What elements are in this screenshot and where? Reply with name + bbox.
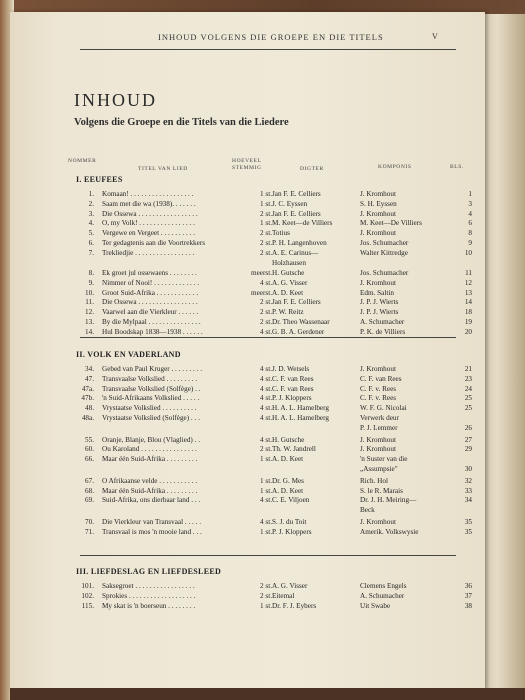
voice-count: 4 st. bbox=[260, 435, 272, 444]
composer-name: J. Kromhout bbox=[360, 190, 396, 198]
toc-row bbox=[10, 210, 485, 220]
composer-name: S. H. Eyssen bbox=[360, 199, 397, 208]
composer-name: J. Kromhout bbox=[360, 229, 396, 238]
song-title: My skat is 'n boerseun . . . . . . . . bbox=[102, 601, 196, 610]
song-title: Maar één Suid-Afrika . . . . . . . . . bbox=[102, 486, 198, 495]
voice-count: 1 st. bbox=[260, 476, 272, 485]
toc-row bbox=[10, 190, 485, 200]
song-number: 102. bbox=[81, 591, 94, 600]
song-number: 47a. bbox=[81, 384, 94, 393]
page-ref: 35 bbox=[464, 518, 472, 526]
voice-count: 4 st. bbox=[260, 365, 272, 373]
toc-row bbox=[10, 455, 485, 465]
poet-name: H. A. L. Hamelberg bbox=[272, 404, 329, 413]
voice-count: 1 st. bbox=[260, 486, 272, 495]
col-header-num: NOMMER bbox=[68, 158, 97, 164]
composer-name: Verwerk deur bbox=[360, 414, 399, 422]
running-header: INHOUD VOLGENS DIE GROEPE EN DIE TITELS bbox=[158, 32, 384, 42]
song-number: 5. bbox=[88, 229, 94, 238]
poet-name: Jan F. E. Celliers bbox=[272, 190, 321, 198]
song-number: 47b. bbox=[81, 394, 94, 403]
song-number: 47. bbox=[85, 374, 94, 383]
page-subtitle: Volgens die Groepe en die Titels van die Liedere bbox=[74, 117, 289, 128]
voice-count: 1 st. bbox=[260, 219, 272, 228]
page-ref: 4 bbox=[468, 209, 472, 218]
toc-row bbox=[10, 582, 485, 592]
page-ref: 36 bbox=[464, 582, 472, 590]
composer-name: J. P. J. Wierts bbox=[360, 298, 399, 307]
composer-name: Jos. Schumacher bbox=[360, 239, 409, 247]
toc-row bbox=[10, 375, 485, 385]
poet-name: Th. W. Jandrell bbox=[272, 445, 316, 454]
page-ref: 25 bbox=[464, 394, 472, 403]
composer-name: S. le R. Marais bbox=[360, 486, 403, 495]
composer-name: J. Kromhout bbox=[360, 445, 396, 454]
voice-count: 4 st. bbox=[260, 278, 272, 287]
song-title: Ek groet jul ossewaens . . . . . . . . bbox=[102, 268, 197, 277]
voice-count: 2 st. bbox=[260, 239, 272, 247]
poet-name: A. D. Keet bbox=[272, 486, 304, 495]
composer-name: P. J. Lemmer bbox=[360, 423, 398, 432]
section-heading: I. EEUFEES bbox=[76, 175, 123, 184]
toc-row bbox=[10, 249, 485, 259]
toc-row bbox=[10, 289, 485, 299]
poet-name: A. G. Visser bbox=[272, 278, 308, 287]
song-number: 14. bbox=[85, 327, 94, 336]
toc-row bbox=[10, 200, 485, 210]
poet-name: Dr. F. J. Eybers bbox=[272, 601, 317, 610]
composer-name: Amerik. Volkswysie bbox=[360, 527, 419, 536]
song-title: Nimmer of Nooi! . . . . . . . . . . . . . bbox=[102, 278, 200, 287]
composer-name: „Assumpsie" bbox=[360, 465, 398, 473]
page-ref: 3 bbox=[468, 199, 472, 208]
song-title: Vrystaatse Volkslied (Solfège) . . . bbox=[102, 414, 200, 422]
voice-count: 1 st. bbox=[260, 601, 272, 610]
page-title: INHOUD bbox=[74, 90, 157, 110]
voice-count: 1 st. bbox=[260, 199, 272, 208]
toc-row bbox=[10, 229, 485, 239]
voice-count: 2 st. bbox=[260, 209, 272, 218]
song-number: 8. bbox=[88, 268, 94, 277]
song-title: Die Ossewa . . . . . . . . . . . . . . . . . bbox=[102, 298, 198, 307]
song-title: Saksegroet . . . . . . . . . . . . . . . . . bbox=[102, 582, 195, 590]
toc-row bbox=[10, 394, 485, 404]
voice-count: 4 st. bbox=[260, 327, 272, 336]
song-title: Oranje, Blanje, Blou (Vlaglied) . . bbox=[102, 435, 201, 444]
composer-name: J. Kromhout bbox=[360, 518, 396, 526]
composer-name: Edm. Saltin bbox=[360, 288, 394, 297]
col-header-title: TITEL VAN LIED bbox=[138, 166, 188, 172]
song-number: 11. bbox=[85, 298, 94, 307]
song-number: 34. bbox=[85, 365, 94, 373]
composer-name: C. F. van Rees bbox=[360, 374, 402, 383]
toc-row bbox=[10, 424, 485, 434]
page-ref: 18 bbox=[464, 308, 472, 317]
poet-name: Totius bbox=[272, 229, 290, 238]
poet-name: Eitemal bbox=[272, 591, 295, 600]
song-title: Transvaal is mos 'n mooie land . . . bbox=[102, 527, 202, 536]
song-number: 9. bbox=[88, 278, 94, 287]
poet-name: J. D. Wetsels bbox=[272, 365, 310, 373]
poet-name: P. H. Langenhoven bbox=[272, 239, 327, 247]
song-number: 68. bbox=[85, 486, 94, 495]
page-ref: 26 bbox=[464, 423, 472, 432]
song-number: 60. bbox=[85, 445, 94, 454]
voice-count: 4 st. bbox=[260, 404, 272, 413]
voice-count: 2 st. bbox=[260, 582, 272, 590]
toc-row bbox=[10, 239, 485, 249]
page-ref: 37 bbox=[464, 591, 472, 600]
composer-name: Dr. J. H. Meiring— bbox=[360, 496, 417, 505]
page-ref: 20 bbox=[464, 327, 472, 336]
song-title: O, my Volk! . . . . . . . . . . . . . . . . bbox=[102, 219, 195, 228]
song-title: Die Vierkleur van Transvaal . . . . . bbox=[102, 518, 202, 526]
song-title: Transvaalse Volkslied . . . . . . . . . bbox=[102, 374, 198, 383]
song-number: 48a. bbox=[81, 414, 94, 422]
page-ref: 29 bbox=[464, 445, 472, 454]
song-number: 71. bbox=[85, 527, 94, 536]
song-number: 4. bbox=[88, 219, 94, 228]
col-header-bls: BLS. bbox=[450, 164, 464, 170]
toc-row bbox=[10, 518, 485, 528]
voice-count: 2 st. bbox=[260, 298, 272, 307]
song-title: Vrystaatse Volkslied . . . . . . . . . . bbox=[102, 404, 197, 413]
song-title: Hul Boodskap 1838—1938 . . . . . . bbox=[102, 327, 203, 336]
voice-count: 1 st. bbox=[260, 190, 272, 198]
song-number: 10. bbox=[85, 288, 94, 297]
poet-name: A. E. Carinus— bbox=[272, 248, 319, 257]
composer-name: C. F. v. Rees bbox=[360, 394, 397, 403]
toc-row bbox=[10, 592, 485, 602]
toc-row bbox=[10, 602, 485, 612]
toc-row bbox=[10, 318, 485, 328]
voice-count: 2 st. bbox=[260, 445, 272, 454]
song-title: Groot Suid-Afrika . . . . . . . . . . . . bbox=[102, 288, 199, 297]
song-title: Saam met die wa (1938). . . . . . . bbox=[102, 199, 196, 208]
composer-name: Clemens Engels bbox=[360, 582, 407, 590]
song-number: 2. bbox=[88, 199, 94, 208]
toc-row bbox=[10, 465, 485, 475]
toc-row bbox=[10, 269, 485, 279]
poet-name: Dr. Theo Wassenaar bbox=[272, 317, 330, 326]
toc-row bbox=[10, 404, 485, 414]
poet-name: Jan F. E. Celliers bbox=[272, 209, 321, 218]
poet-name: H. A. L. Hamelberg bbox=[272, 414, 329, 422]
toc-row bbox=[10, 414, 485, 424]
poet-name: H. Gutsche bbox=[272, 435, 305, 444]
poet-name: A. D. Keet bbox=[272, 455, 304, 464]
composer-name: A. Schumacher bbox=[360, 317, 405, 326]
song-title: Vergewe en Vergeet . . . . . . . . . . bbox=[102, 229, 196, 238]
composer-name: J. Kromhout bbox=[360, 435, 396, 444]
col-header-dig: DIGTER bbox=[300, 166, 324, 172]
composer-name: P. K. de Villiers bbox=[360, 327, 406, 336]
voice-count: 2 st. bbox=[260, 229, 272, 238]
voice-count: 1 st. bbox=[260, 455, 272, 464]
toc-row bbox=[10, 365, 485, 375]
page-shadow bbox=[10, 688, 525, 700]
poet-name: C. E. Viljoen bbox=[272, 496, 310, 505]
toc-row bbox=[10, 445, 485, 455]
poet-name: S. J. du Toit bbox=[272, 518, 307, 526]
composer-name: 'n Suster van die bbox=[360, 455, 408, 464]
composer-name: W. F. G. Nicolai bbox=[360, 404, 407, 413]
page-ref: 27 bbox=[464, 435, 472, 444]
toc-row bbox=[10, 219, 485, 229]
poet-name: G. B. A. Gerdener bbox=[272, 327, 325, 336]
song-title: O Afrikaanse velde . . . . . . . . . . . bbox=[102, 476, 198, 485]
toc-row bbox=[10, 259, 485, 269]
toc-row bbox=[10, 436, 485, 446]
section-heading: III. LIEFDESLAG EN LIEFDESLEED bbox=[76, 567, 222, 576]
song-number: 6. bbox=[88, 239, 94, 247]
song-title: Komaan! . . . . . . . . . . . . . . . . . . bbox=[102, 190, 194, 198]
col-header-stem: HOEVEEL STEMMIG bbox=[232, 158, 262, 171]
page-ref: 11 bbox=[465, 268, 472, 277]
song-number: 67. bbox=[85, 476, 94, 485]
poet-name: C. F. van Rees bbox=[272, 384, 314, 393]
page-ref: 30 bbox=[464, 465, 472, 473]
poet-name: M. Keet—de Villiers bbox=[272, 219, 333, 228]
page-ref: 32 bbox=[464, 476, 472, 485]
song-title: 'n Suid-Afrikaans Volkslied . . . . . bbox=[102, 394, 200, 403]
song-number: 48. bbox=[85, 404, 94, 413]
page-number: V bbox=[432, 32, 438, 41]
page-ref: 12 bbox=[464, 278, 472, 287]
voice-count: 2 st. bbox=[260, 308, 272, 317]
song-title: Gebed van Paul Kruger . . . . . . . . . bbox=[102, 365, 203, 373]
toc-row bbox=[10, 298, 485, 308]
voice-count: 2 st. bbox=[260, 317, 272, 326]
page-ref: 33 bbox=[464, 486, 472, 495]
song-number: 70. bbox=[85, 518, 94, 526]
song-title: Die Ossewa . . . . . . . . . . . . . . . . . bbox=[102, 209, 198, 218]
song-title: Sprokies . . . . . . . . . . . . . . . . . . . bbox=[102, 591, 196, 600]
voice-count: 4 st. bbox=[260, 496, 272, 505]
composer-name: Rich. Hol bbox=[360, 476, 388, 485]
poet-name: Holzhausen bbox=[272, 258, 306, 267]
toc-row bbox=[10, 385, 485, 395]
poet-name: Jan F. E. Celliers bbox=[272, 298, 321, 307]
composer-name: Uit Swabe bbox=[360, 601, 391, 610]
poet-name: Dr. G. Mes bbox=[272, 476, 304, 485]
page-ref: 1 bbox=[468, 190, 472, 198]
toc-row bbox=[10, 496, 485, 506]
page-ref: 25 bbox=[464, 404, 472, 413]
voice-count: 2 st. bbox=[260, 248, 272, 257]
header-rule bbox=[80, 49, 456, 50]
song-number: 66. bbox=[85, 455, 94, 464]
poet-name: P. J. Kloppers bbox=[272, 527, 312, 536]
composer-name: Jos. Schumacher bbox=[360, 268, 409, 277]
page-ref: 8 bbox=[468, 229, 472, 238]
page-ref: 24 bbox=[464, 384, 472, 393]
composer-name: J. Kromhout bbox=[360, 209, 396, 218]
song-number: 101. bbox=[81, 582, 94, 590]
section-rule bbox=[80, 337, 456, 338]
song-number: 1. bbox=[88, 190, 94, 198]
page-ref: 35 bbox=[464, 527, 472, 536]
song-number: 7. bbox=[88, 248, 94, 257]
poet-name: H. Gutsche bbox=[272, 268, 305, 277]
voice-count: meerst. bbox=[251, 268, 272, 277]
composer-name: Walter Kittredge bbox=[360, 248, 408, 257]
page-ref: 9 bbox=[468, 239, 472, 247]
page-ref: 34 bbox=[464, 496, 472, 505]
page-stack bbox=[485, 14, 525, 700]
song-number: 69. bbox=[85, 496, 94, 505]
page-ref: 19 bbox=[464, 317, 472, 326]
composer-name: M. Keet—De Villiers bbox=[360, 219, 422, 228]
col-header-komp: KOMPONIS bbox=[378, 164, 412, 170]
page-ref: 38 bbox=[464, 601, 472, 610]
page-ref: 14 bbox=[464, 298, 472, 307]
section-rule bbox=[80, 555, 456, 556]
poet-name: J. C. Eyssen bbox=[272, 199, 308, 208]
composer-name: J. Kromhout bbox=[360, 365, 396, 373]
toc-row bbox=[10, 487, 485, 497]
poet-name: P. J. Kloppers bbox=[272, 394, 312, 403]
page-ref: 21 bbox=[464, 365, 472, 373]
voice-count: 4 st. bbox=[260, 414, 272, 422]
song-title: Ou Karoland . . . . . . . . . . . . . . . . bbox=[102, 445, 197, 454]
toc-row bbox=[10, 279, 485, 289]
song-title: Maar één Suid-Afrika . . . . . . . . . bbox=[102, 455, 198, 464]
voice-count: 4 st. bbox=[260, 384, 272, 393]
song-number: 115. bbox=[81, 601, 94, 610]
composer-name: Beck bbox=[360, 506, 375, 515]
voice-count: 4 st. bbox=[260, 374, 272, 383]
section-heading: II. VOLK EN VADERLAND bbox=[76, 350, 181, 359]
song-number: 13. bbox=[85, 317, 94, 326]
poet-name: A. G. Visser bbox=[272, 582, 308, 590]
song-number: 55. bbox=[85, 435, 94, 444]
toc-row bbox=[10, 308, 485, 318]
book-page bbox=[10, 12, 485, 690]
composer-name: J. Kromhout bbox=[360, 278, 396, 287]
song-title: Transvaalse Volkslied (Solfège) . . bbox=[102, 384, 201, 393]
composer-name: J. P. J. Wierts bbox=[360, 308, 399, 317]
song-number: 3. bbox=[88, 209, 94, 218]
toc-row bbox=[10, 528, 485, 538]
page-ref: 10 bbox=[464, 248, 472, 257]
toc-row bbox=[10, 477, 485, 487]
song-number: 12. bbox=[85, 308, 94, 317]
page-ref: 6 bbox=[468, 219, 472, 228]
poet-name: C. F. van Rees bbox=[272, 374, 314, 383]
song-title: Trekliedjie . . . . . . . . . . . . . . . . . bbox=[102, 248, 195, 257]
song-title: Suid-Afrika, ons dierbaar land . . . bbox=[102, 496, 201, 505]
composer-name: A. Schumacher bbox=[360, 591, 405, 600]
voice-count: 4 st. bbox=[260, 518, 272, 526]
voice-count: 4 st. bbox=[260, 394, 272, 403]
poet-name: A. D. Keet bbox=[272, 288, 304, 297]
voice-count: 1 st. bbox=[260, 527, 272, 536]
composer-name: C. F. v. Rees bbox=[360, 384, 397, 393]
page-ref: 23 bbox=[464, 374, 472, 383]
poet-name: P. W. Reitz bbox=[272, 308, 304, 317]
voice-count: 2 st. bbox=[260, 591, 272, 600]
voice-count: meerst. bbox=[251, 288, 272, 297]
song-title: Ter gedagtenis aan die Voortrekkers bbox=[102, 239, 206, 247]
page-ref: 13 bbox=[464, 288, 472, 297]
song-title: By die Mylpaal . . . . . . . . . . . . . . . bbox=[102, 317, 201, 326]
toc-row bbox=[10, 506, 485, 516]
song-title: Vaarwel aan die Vierkleur . . . . . . bbox=[102, 308, 199, 317]
